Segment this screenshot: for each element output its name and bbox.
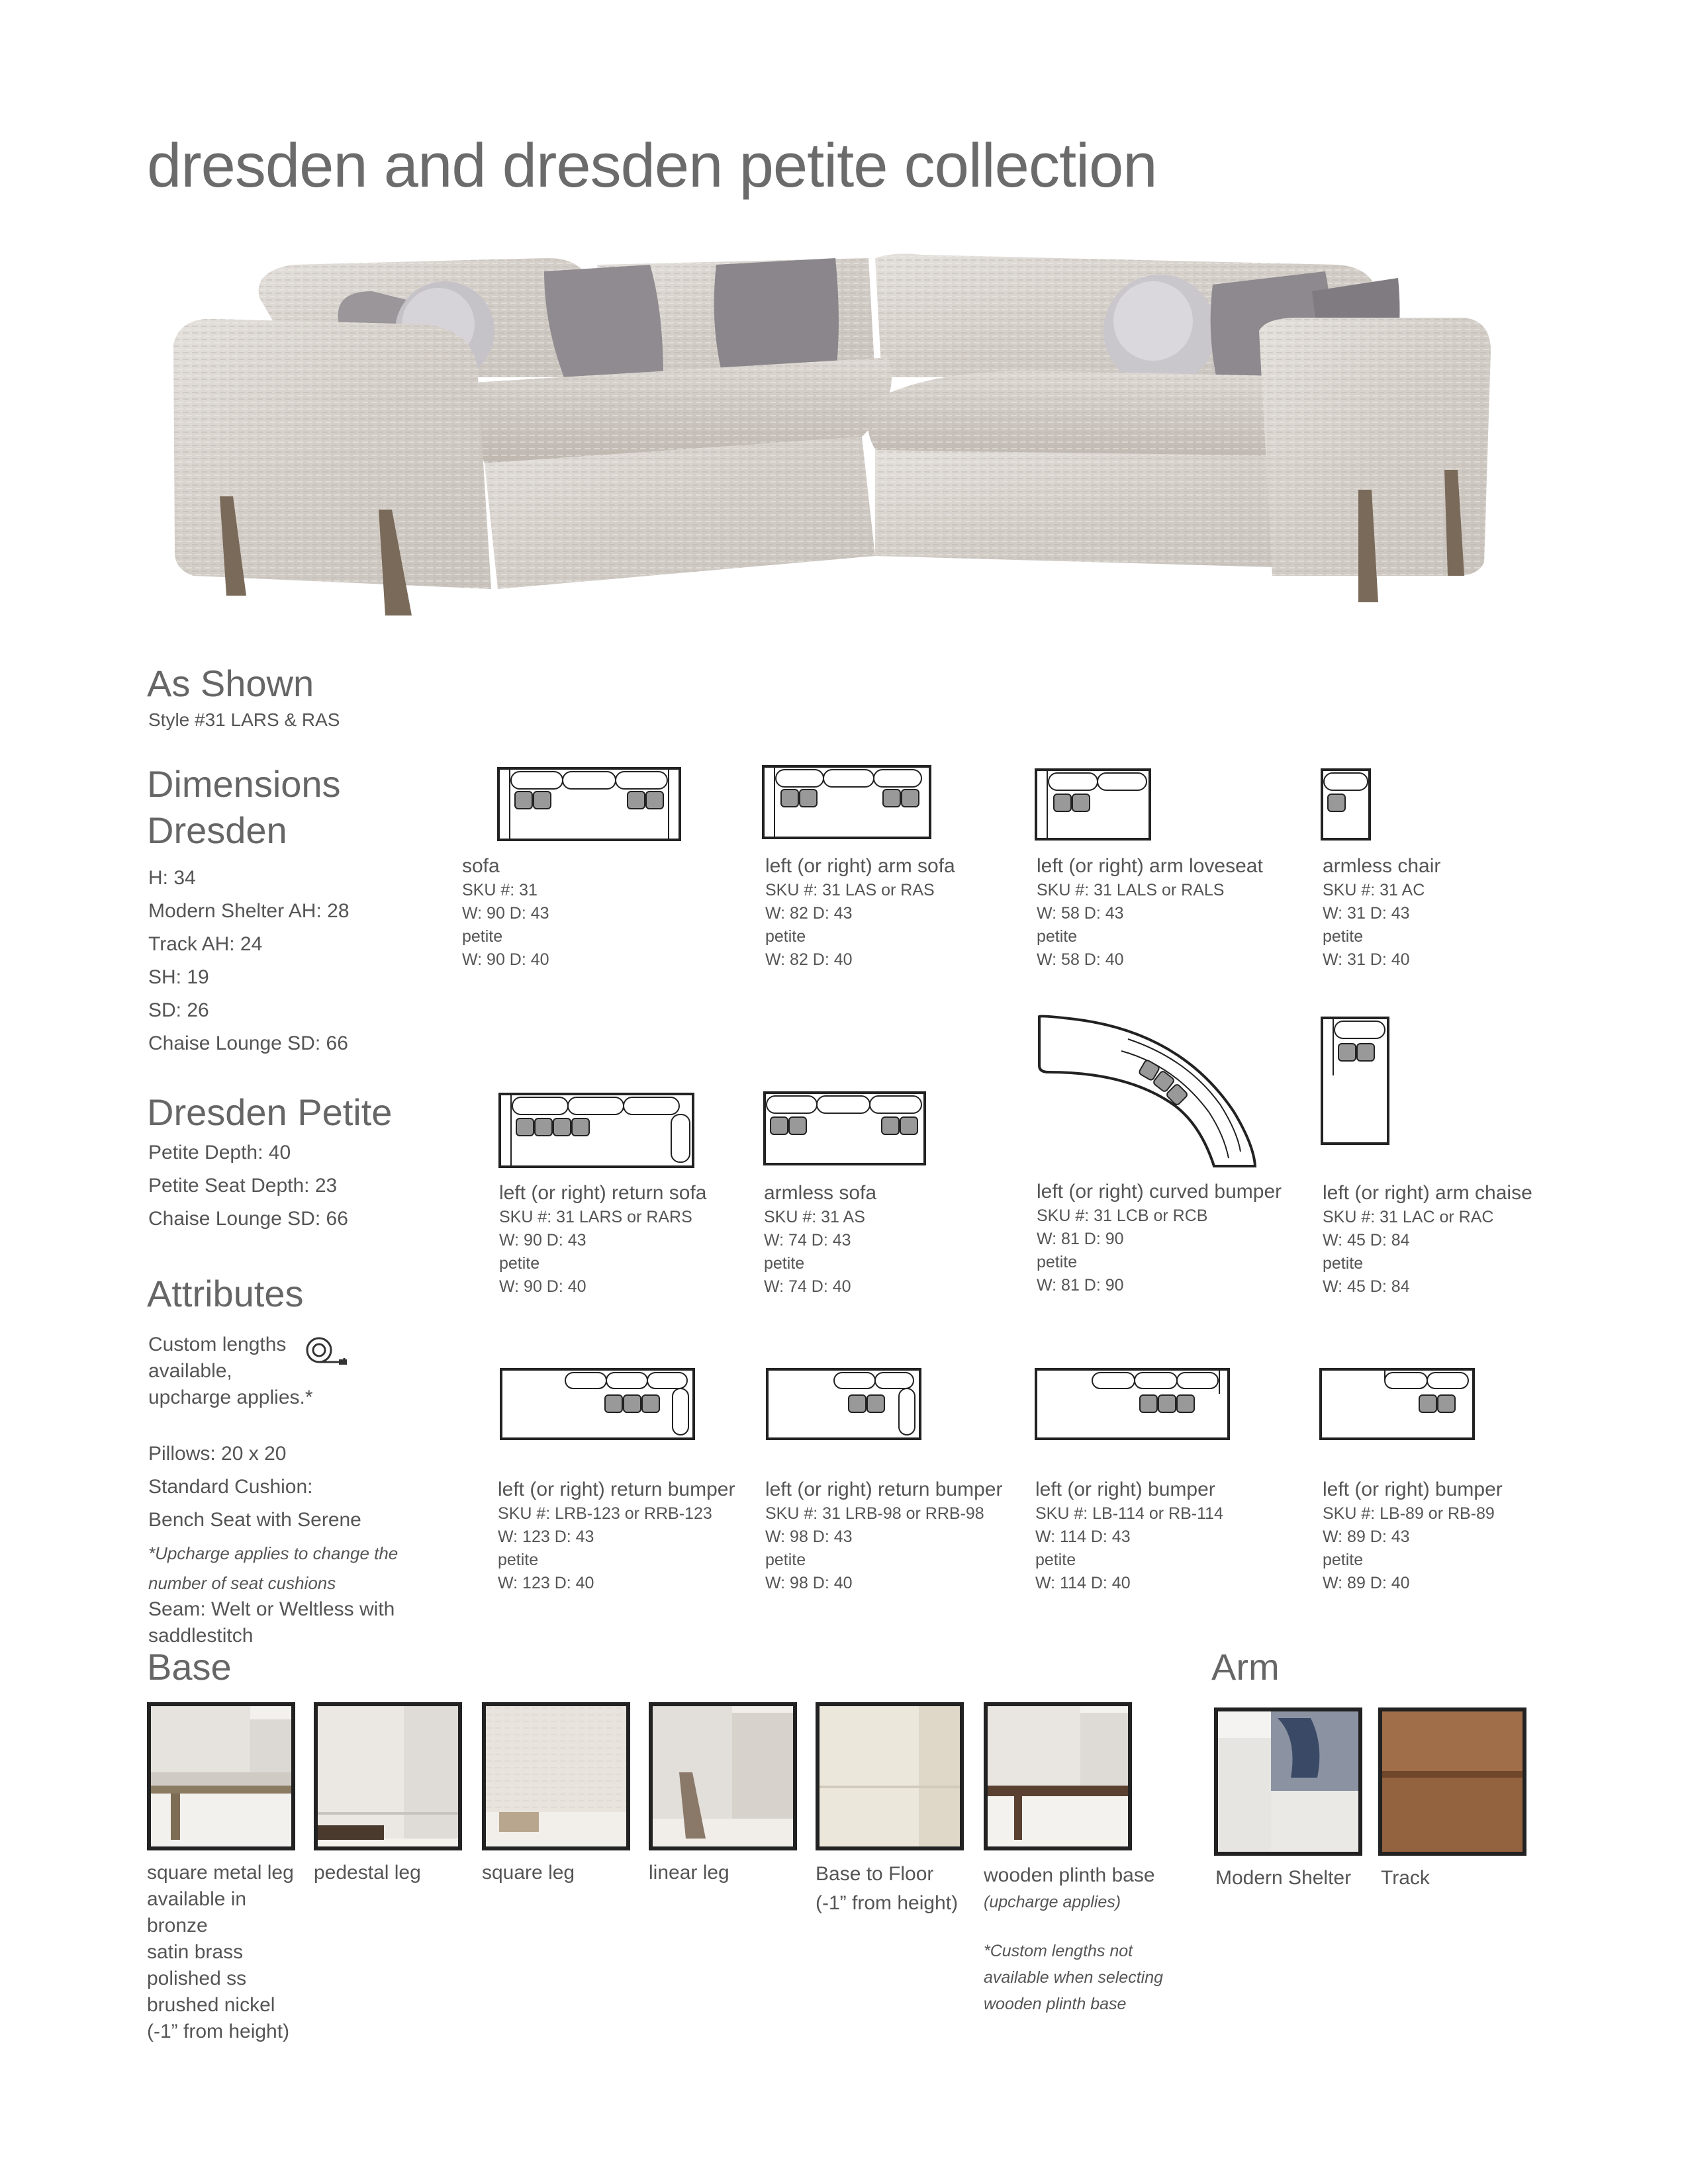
piece-petite-label: petite	[765, 927, 806, 946]
piece-petite-label: petite	[1035, 1551, 1076, 1569]
return-bumper-diagram	[499, 1367, 698, 1441]
petite-item: Petite Depth: 40	[148, 1142, 291, 1163]
piece-sku: SKU #: LB-114 or RB-114	[1035, 1504, 1223, 1523]
dresden-subheading: Dresden	[147, 809, 287, 851]
cushion-note: number of seat cushions	[148, 1573, 336, 1593]
base-option-text: (-1” from height)	[816, 1892, 959, 1914]
piece-sku: SKU #: LRB-123 or RRB-123	[498, 1504, 712, 1523]
linear-leg-image	[653, 1706, 793, 1846]
dimensions-heading: Dimensions	[147, 763, 341, 805]
dimension-item: SD: 26	[148, 999, 209, 1021]
custom-length-text: available,	[148, 1360, 232, 1382]
bumper-diagram	[1034, 1367, 1233, 1441]
piece-petite-label: petite	[764, 1254, 805, 1273]
dimension-item: Chaise Lounge SD: 66	[148, 1032, 348, 1054]
armless-chair-diagram	[1320, 768, 1373, 844]
linear-leg-label	[649, 1860, 729, 1886]
attributes-heading: Attributes	[147, 1273, 304, 1314]
base-to-floor-image	[820, 1706, 960, 1846]
piece-sku: SKU #: LB-89 or RB-89	[1323, 1504, 1495, 1523]
piece-sku: SKU #: 31 AC	[1323, 881, 1425, 899]
dimension-item: SH: 19	[148, 966, 209, 988]
piece-sku: SKU #: 31 LARS or RARS	[499, 1208, 692, 1226]
base-to-floor-label	[816, 1860, 958, 1918]
page-title: dresden and dresden petite collection	[147, 130, 1157, 200]
track-arm-swatch	[1378, 1707, 1526, 1856]
piece-petite-dims: W: 98 D: 40	[765, 1574, 853, 1592]
piece-sofa	[462, 854, 549, 972]
arm-loveseat-diagram	[1034, 768, 1153, 844]
piece-armless-chair	[1323, 854, 1440, 972]
piece-name: left (or right) bumper	[1323, 1479, 1503, 1500]
as-shown-style: Style #31 LARS & RAS	[148, 709, 340, 730]
piece-petite-label: petite	[499, 1254, 540, 1273]
base-option-text: wooden plinth base	[984, 1864, 1155, 1886]
base-option-text: square leg	[482, 1862, 575, 1884]
piece-petite-label: petite	[462, 927, 503, 946]
petite-list	[148, 1136, 348, 1236]
piece-petite-dims: W: 114 D: 40	[1035, 1574, 1131, 1592]
piece-arm-chaise	[1323, 1181, 1532, 1298]
custom-length-text: upcharge applies.*	[148, 1387, 313, 1408]
piece-dims: W: 114 D: 43	[1035, 1527, 1131, 1546]
piece-name: armless sofa	[764, 1182, 877, 1204]
piece-sku: SKU #: 31 LALS or RALS	[1037, 881, 1225, 899]
modern-shelter-arm-swatch	[1214, 1707, 1362, 1856]
return-bumper-diagram	[765, 1367, 924, 1441]
custom-length-text: Custom lengths	[148, 1334, 287, 1355]
piece-petite-dims: W: 45 D: 84	[1323, 1277, 1410, 1296]
piece-name: left (or right) curved bumper	[1037, 1181, 1282, 1203]
base-option-text: brushed nickel	[147, 1994, 275, 2016]
modern-shelter-label: Modern Shelter	[1215, 1867, 1352, 1889]
piece-dims: W: 90 D: 43	[499, 1231, 586, 1250]
pedestal-leg-image	[318, 1706, 458, 1846]
piece-sku: SKU #: 31 LCB or RCB	[1037, 1206, 1208, 1225]
pillows-text: Pillows: 20 x 20	[148, 1443, 287, 1465]
piece-bumper-114	[1035, 1477, 1223, 1595]
square-leg-swatch	[482, 1702, 630, 1850]
piece-petite-dims: W: 90 D: 40	[462, 950, 549, 969]
piece-dims: W: 82 D: 43	[765, 904, 853, 923]
piece-petite-label: petite	[1323, 1254, 1364, 1273]
piece-petite-dims: W: 90 D: 40	[499, 1277, 586, 1296]
piece-dims: W: 74 D: 43	[764, 1231, 851, 1250]
piece-sku: SKU #: 31 AS	[764, 1208, 865, 1226]
base-option-text: (-1” from height)	[147, 2021, 290, 2042]
piece-return-bumper-123	[498, 1477, 735, 1595]
piece-petite-label: petite	[1323, 927, 1364, 946]
arm-sofa-diagram	[761, 764, 933, 844]
wooden-plinth-footnote: available when selecting	[984, 1968, 1164, 1987]
seam-text: saddlestitch	[148, 1625, 254, 1647]
wooden-plinth-footnote: wooden plinth base	[984, 1995, 1127, 2013]
base-option-text: Base to Floor	[816, 1863, 934, 1885]
piece-bumper-89	[1323, 1477, 1503, 1595]
piece-sku: SKU #: 31 LAS or RAS	[765, 881, 935, 899]
piece-sku: SKU #: 31 LAC or RAC	[1323, 1208, 1494, 1226]
bumper-diagram	[1319, 1367, 1477, 1441]
square-leg-label	[482, 1860, 575, 1886]
piece-name: left (or right) return sofa	[499, 1182, 707, 1204]
piece-petite-dims: W: 81 D: 90	[1037, 1276, 1124, 1295]
track-arm-image	[1382, 1711, 1523, 1852]
pedestal-leg-swatch	[314, 1702, 462, 1850]
as-shown-heading: As Shown	[147, 662, 314, 704]
piece-arm-loveseat	[1037, 854, 1263, 972]
dimension-item: Modern Shelter AH: 28	[148, 900, 350, 922]
piece-return-bumper-98	[765, 1477, 1002, 1595]
base-option-text: polished ss	[147, 1968, 247, 1989]
piece-sku: SKU #: 31 LRB-98 or RRB-98	[765, 1504, 984, 1523]
base-to-floor-swatch	[816, 1702, 964, 1850]
arm-heading: Arm	[1211, 1646, 1280, 1688]
piece-petite-label: petite	[1323, 1551, 1364, 1569]
linear-leg-swatch	[649, 1702, 797, 1850]
base-option-text: satin brass	[147, 1941, 244, 1963]
piece-dims: W: 58 D: 43	[1037, 904, 1124, 923]
square-metal-leg-image	[151, 1706, 291, 1846]
return-sofa-diagram	[498, 1092, 696, 1171]
piece-name: left (or right) arm loveseat	[1037, 855, 1263, 877]
piece-dims: W: 90 D: 43	[462, 904, 549, 923]
armless-sofa-diagram	[763, 1091, 928, 1167]
piece-dims: W: 89 D: 43	[1323, 1527, 1410, 1546]
pedestal-leg-label	[314, 1860, 421, 1886]
piece-petite-label: petite	[498, 1551, 539, 1569]
base-heading: Base	[147, 1646, 232, 1688]
dimension-item: H: 34	[148, 867, 196, 889]
base-option-text: bronze	[147, 1915, 208, 1936]
piece-petite-label: petite	[765, 1551, 806, 1569]
wooden-plinth-label	[984, 1862, 1163, 2017]
base-option-text: pedestal leg	[314, 1862, 421, 1884]
piece-petite-label: petite	[1037, 927, 1078, 946]
cushion-label: Standard Cushion:	[148, 1476, 313, 1498]
square-metal-leg-label	[147, 1860, 294, 2045]
piece-name: armless chair	[1323, 855, 1441, 877]
piece-dims: W: 45 D: 84	[1323, 1231, 1410, 1250]
dimension-item: Track AH: 24	[148, 933, 263, 955]
curved-bumper-diagram	[1035, 1013, 1260, 1171]
piece-petite-dims: W: 31 D: 40	[1323, 950, 1410, 969]
base-option-text: square metal leg	[147, 1862, 294, 1884]
base-option-text: available in	[147, 1888, 247, 1910]
piece-dims: W: 31 D: 43	[1323, 904, 1410, 923]
dresden-petite-heading: Dresden Petite	[147, 1091, 393, 1133]
wooden-plinth-footnote: *Custom lengths not	[984, 1942, 1133, 1960]
piece-petite-dims: W: 123 D: 40	[498, 1574, 594, 1592]
piece-name: left (or right) bumper	[1035, 1479, 1215, 1500]
base-option-note: (upcharge applies)	[984, 1893, 1121, 1911]
wooden-plinth-base-swatch	[984, 1702, 1132, 1850]
dimensions-list	[148, 862, 350, 1060]
base-option-text: linear leg	[649, 1862, 729, 1884]
square-leg-image	[486, 1706, 626, 1846]
piece-petite-label: petite	[1037, 1253, 1078, 1271]
dimensions-block	[147, 761, 341, 854]
piece-name: sofa	[462, 855, 500, 877]
piece-petite-dims: W: 74 D: 40	[764, 1277, 851, 1296]
sectional-sofa-image	[173, 245, 1524, 642]
attributes-block	[148, 1332, 398, 1649]
modern-shelter-arm-image	[1218, 1711, 1358, 1852]
track-label: Track	[1381, 1867, 1430, 1889]
square-metal-leg-swatch	[147, 1702, 295, 1850]
arm-chaise-diagram	[1320, 1016, 1393, 1148]
wooden-plinth-base-image	[988, 1706, 1128, 1846]
piece-petite-dims: W: 58 D: 40	[1037, 950, 1124, 969]
petite-item: Chaise Lounge SD: 66	[148, 1208, 348, 1230]
cushion-note: *Upcharge applies to change the	[148, 1543, 399, 1563]
seam-text: Seam: Welt or Weltless with	[148, 1598, 395, 1620]
piece-arm-sofa	[765, 854, 955, 972]
piece-armless-sofa	[764, 1181, 876, 1298]
piece-dims: W: 98 D: 43	[765, 1527, 853, 1546]
cushion-value: Bench Seat with Serene	[148, 1509, 361, 1531]
piece-name: left (or right) return bumper	[498, 1479, 735, 1500]
piece-return-sofa	[499, 1181, 706, 1298]
piece-dims: W: 81 D: 90	[1037, 1230, 1124, 1248]
sofa-diagram	[496, 766, 682, 846]
piece-curved-bumper	[1037, 1179, 1282, 1297]
piece-name: left (or right) arm sofa	[765, 855, 955, 877]
petite-item: Petite Seat Depth: 23	[148, 1175, 338, 1197]
piece-dims: W: 123 D: 43	[498, 1527, 594, 1546]
piece-sku: SKU #: 31	[462, 881, 538, 899]
piece-petite-dims: W: 89 D: 40	[1323, 1574, 1410, 1592]
piece-name: left (or right) arm chaise	[1323, 1182, 1532, 1204]
piece-petite-dims: W: 82 D: 40	[765, 950, 853, 969]
piece-name: left (or right) return bumper	[765, 1479, 1003, 1500]
